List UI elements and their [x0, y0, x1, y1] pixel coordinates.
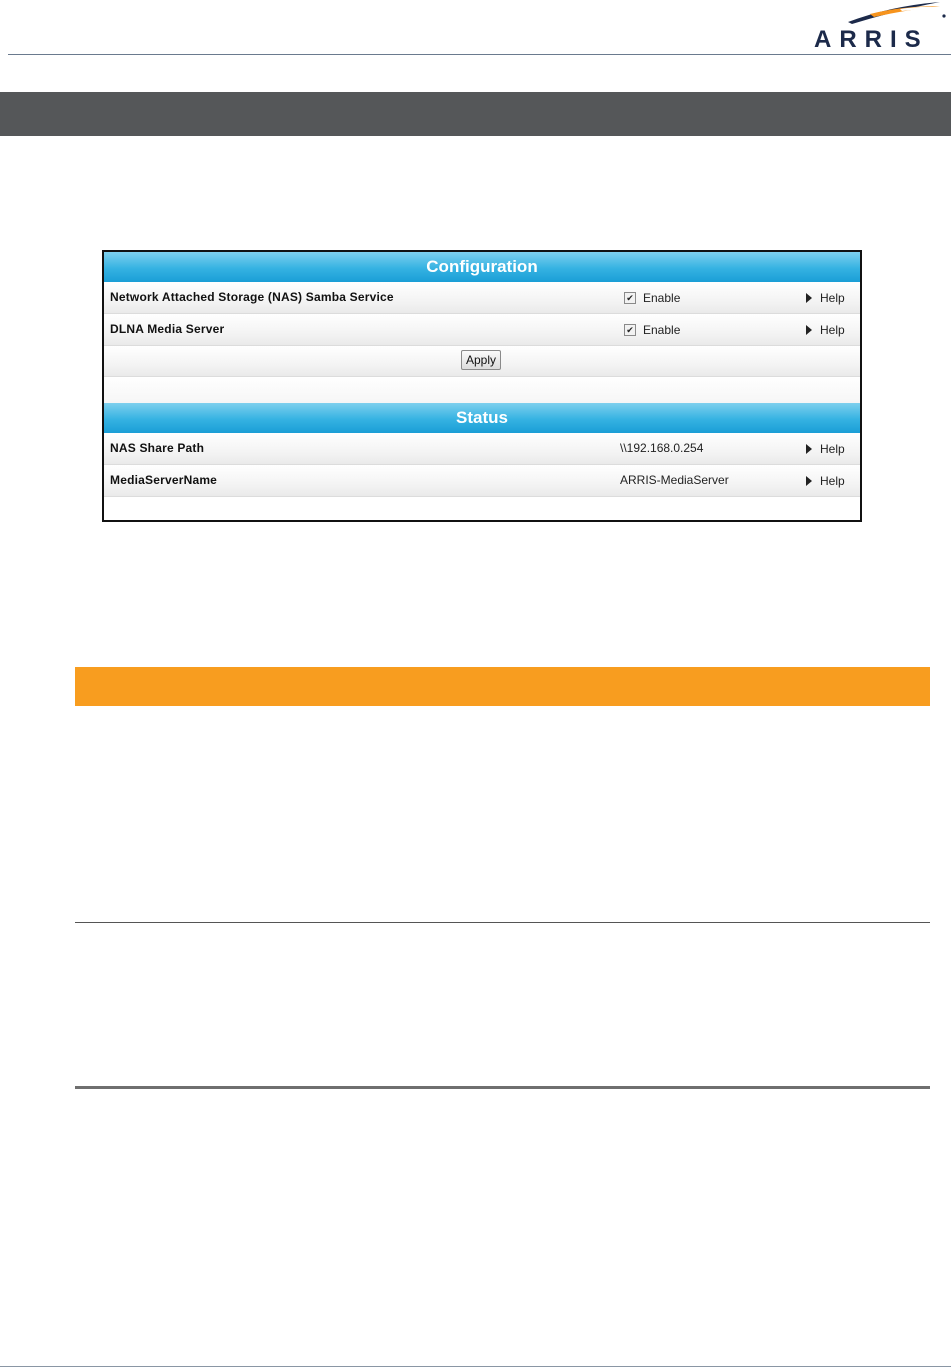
nas-share-path-value: \\192.168.0.254	[620, 441, 704, 455]
checkbox-label: Enable	[643, 322, 681, 337]
dlna-help-link[interactable]	[806, 314, 845, 345]
triangle-right-icon	[806, 444, 812, 454]
header-divider	[8, 54, 951, 55]
media-server-name-value: ARRIS-MediaServer	[620, 473, 729, 487]
logo-swoosh-icon	[840, 0, 951, 26]
nas-enable-checkbox-group[interactable]	[624, 282, 680, 313]
apply-button[interactable]: Apply	[461, 350, 501, 370]
note-banner	[75, 667, 930, 706]
logo-wordmark: ARRIS	[814, 26, 929, 53]
nas-enable-checkbox[interactable]: ✔	[624, 292, 636, 304]
triangle-right-icon	[806, 325, 812, 335]
arris-logo	[810, 0, 951, 52]
help-label: Help	[820, 473, 845, 488]
section-divider-thin	[75, 922, 930, 923]
status-label: NAS Share Path	[110, 441, 205, 455]
help-label: Help	[820, 441, 845, 456]
status-header: Status	[104, 403, 860, 433]
share-path-help-link[interactable]	[806, 433, 845, 464]
help-label: Help	[820, 290, 845, 305]
checkbox-label: Enable	[643, 290, 681, 305]
apply-row	[104, 346, 860, 377]
section-spacer	[104, 377, 860, 403]
config-label: DLNA Media Server	[110, 322, 225, 336]
dlna-enable-checkbox-group[interactable]	[624, 314, 680, 345]
config-row-dlna	[104, 314, 860, 346]
triangle-right-icon	[806, 293, 812, 303]
chapter-heading-band	[0, 92, 951, 136]
nas-dlna-settings-panel	[102, 250, 862, 522]
status-row-media-server-name	[104, 465, 860, 497]
configuration-header: Configuration	[104, 252, 860, 282]
section-divider-thick	[75, 1086, 930, 1089]
config-row-nas-samba	[104, 282, 860, 314]
status-label: MediaServerName	[110, 473, 218, 487]
dlna-enable-checkbox[interactable]: ✔	[624, 324, 636, 336]
status-row-nas-share-path	[104, 433, 860, 465]
config-label: Network Attached Storage (NAS) Samba Service	[110, 290, 394, 304]
panel-bottom-spacer	[104, 497, 860, 520]
triangle-right-icon	[806, 476, 812, 486]
media-server-help-link[interactable]	[806, 465, 845, 496]
help-label: Help	[820, 322, 845, 337]
nas-help-link[interactable]	[806, 282, 845, 313]
